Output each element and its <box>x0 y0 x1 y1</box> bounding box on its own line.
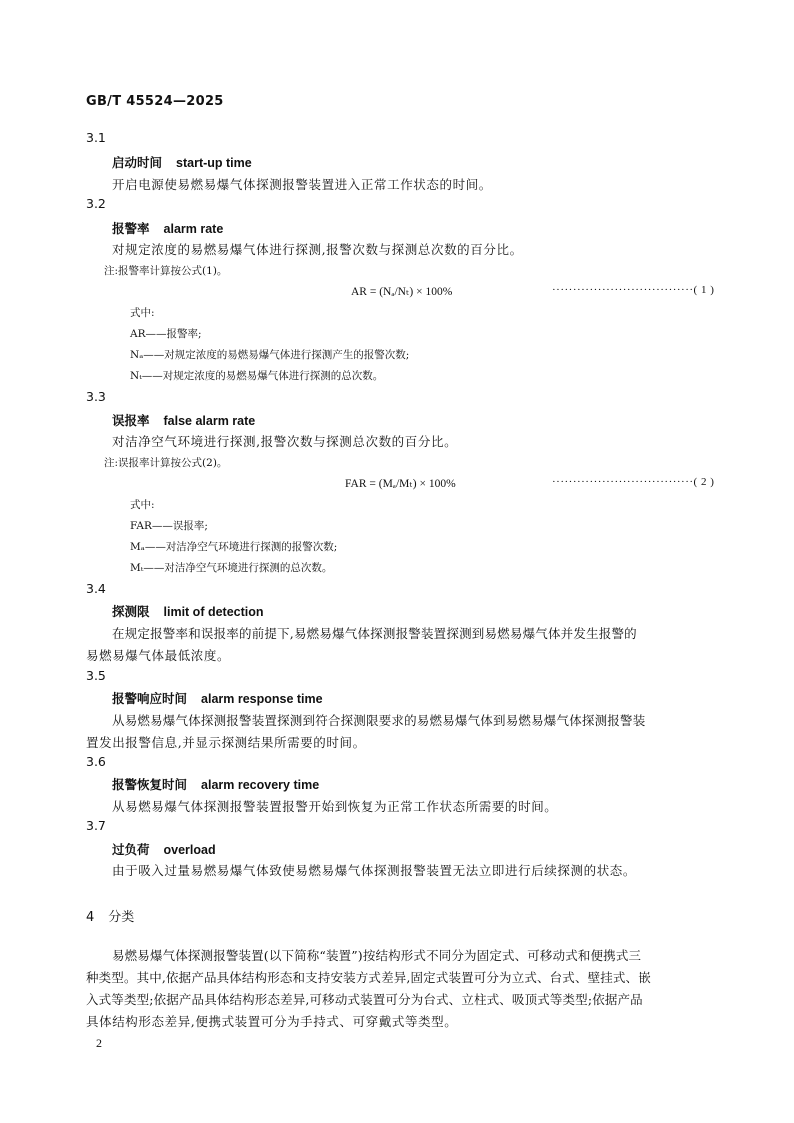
equation-label: ( 2 ) <box>693 476 715 488</box>
term-cn: 报警恢复时间 <box>112 777 188 792</box>
term-en: alarm rate <box>163 222 224 236</box>
equation-label: ( 1 ) <box>693 284 715 296</box>
term-definition: 由于吸入过量易燃易爆气体致使易燃易爆气体探测报警装置无法立即进行后续探测的状态。 <box>112 863 637 878</box>
clause-number: 3.2 <box>86 196 106 211</box>
variable-dash: —— <box>145 328 167 340</box>
note: 注:报警率计算按公式(1)。 <box>104 265 228 277</box>
term-heading <box>112 840 216 858</box>
note: 注:误报率计算按公式(2)。 <box>104 457 228 469</box>
term-en: start-up time <box>176 156 252 170</box>
term-definition-line: 从易燃易爆气体探测报警装置探测到符合探测限要求的易燃易爆气体到易燃易爆气体探测报警装 <box>112 713 646 728</box>
term-cn: 过负荷 <box>112 842 150 857</box>
equation-number <box>552 284 714 296</box>
term-definition-line: 在规定报警率和误报率的前提下,易燃易爆气体探测报警装置探测到易燃易爆气体并发生报警的 <box>112 626 637 641</box>
term-heading <box>112 411 255 429</box>
paragraph-line: 易燃易爆气体探测报警装置(以下简称“装置”)按结构形式不同分为固定式、可移动式和便携式三 <box>112 948 642 963</box>
variable-description: 报警率; <box>166 328 202 340</box>
term-cn: 报警响应时间 <box>112 691 188 706</box>
variable-dash: —— <box>143 562 165 574</box>
variable-description: 误报率; <box>172 520 208 532</box>
term-en: alarm recovery time <box>201 778 320 792</box>
term-cn: 启动时间 <box>112 155 163 170</box>
clause-number: 3.1 <box>86 130 106 145</box>
equation-leader: ·································· <box>552 476 694 488</box>
term-en: overload <box>163 843 216 857</box>
variable-symbol: FAR <box>130 520 152 532</box>
clause-number: 3.4 <box>86 581 106 596</box>
variable-description: 对规定浓度的易燃易爆气体进行探测的总次数。 <box>162 370 384 382</box>
variable-definition <box>130 539 337 554</box>
variable-description: 对规定浓度的易燃易爆气体进行探测产生的报警次数; <box>164 349 410 361</box>
term-definition: 从易燃易爆气体探测报警装置报警开始到恢复为正常工作状态所需要的时间。 <box>112 799 558 814</box>
variable-dash: —— <box>141 370 163 382</box>
term-heading <box>112 219 223 237</box>
variable-description: 对洁净空气环境进行探测的报警次数; <box>165 541 338 553</box>
equation-leader: ·································· <box>552 284 694 296</box>
term-cn: 报警率 <box>112 221 150 236</box>
term-en: limit of detection <box>163 605 264 619</box>
term-definition-line: 置发出报警信息,并显示探测结果所需要的时间。 <box>86 735 366 750</box>
term-heading <box>112 153 252 171</box>
variable-dash: —— <box>151 520 173 532</box>
term-en: alarm response time <box>201 692 323 706</box>
variable-dash: —— <box>144 541 166 553</box>
term-cn: 误报率 <box>112 413 150 428</box>
term-definition: 开启电源使易燃易爆气体探测报警装置进入正常工作状态的时间。 <box>112 177 492 192</box>
paragraph-line: 具体结构形态差异,便携式装置可分为手持式、可穿戴式等类型。 <box>86 1014 458 1029</box>
chapter-title: 分类 <box>108 910 135 925</box>
clause-number: 3.3 <box>86 389 106 404</box>
variable-symbol: Nₜ <box>130 370 142 382</box>
variable-description: 对洁净空气环境进行探测的总次数。 <box>164 562 333 574</box>
variable-definition <box>130 518 208 533</box>
formula: FAR = (Mₐ/Mₜ) × 100% <box>345 478 456 490</box>
standard-number: GB/T 45524—2025 <box>86 94 224 109</box>
variable-symbol: AR <box>130 328 146 340</box>
term-en: false alarm rate <box>163 414 256 428</box>
clause-number: 3.5 <box>86 668 106 683</box>
term-heading <box>112 602 264 620</box>
variable-symbol: Mₐ <box>130 541 145 553</box>
term-heading <box>112 775 319 793</box>
variable-definition <box>130 347 409 362</box>
variable-definition <box>130 560 332 575</box>
clause-number: 3.7 <box>86 818 106 833</box>
where-label: 式中: <box>130 307 155 319</box>
variable-definition <box>130 368 383 383</box>
term-definition: 对洁净空气环境进行探测,报警次数与探测总次数的百分比。 <box>112 434 458 449</box>
variable-definition <box>130 326 202 341</box>
paragraph-line: 种类型。其中,依据产品具体结构形态和支持安装方式差异,固定式装置可分为立式、台式、壁挂式、嵌 <box>86 970 651 985</box>
chapter-number: 4 <box>86 910 95 925</box>
term-heading <box>112 689 323 707</box>
page-number: 2 <box>96 1036 102 1050</box>
variable-symbol: Nₐ <box>130 349 144 361</box>
variable-symbol: Mₜ <box>130 562 144 574</box>
where-label: 式中: <box>130 499 155 511</box>
chapter-heading <box>86 906 134 925</box>
term-definition-line: 易燃易爆气体最低浓度。 <box>86 648 231 663</box>
paragraph-line: 入式等类型;依据产品具体结构形态差异,可移动式装置可分为台式、立柱式、吸顶式等类型;依据产品 <box>86 992 643 1007</box>
equation-number <box>552 476 714 488</box>
variable-dash: —— <box>143 349 165 361</box>
formula: AR = (Nₐ/Nₜ) × 100% <box>351 286 453 298</box>
term-cn: 探测限 <box>112 604 150 619</box>
clause-number: 3.6 <box>86 754 106 769</box>
term-definition: 对规定浓度的易燃易爆气体进行探测,报警次数与探测总次数的百分比。 <box>112 242 523 257</box>
